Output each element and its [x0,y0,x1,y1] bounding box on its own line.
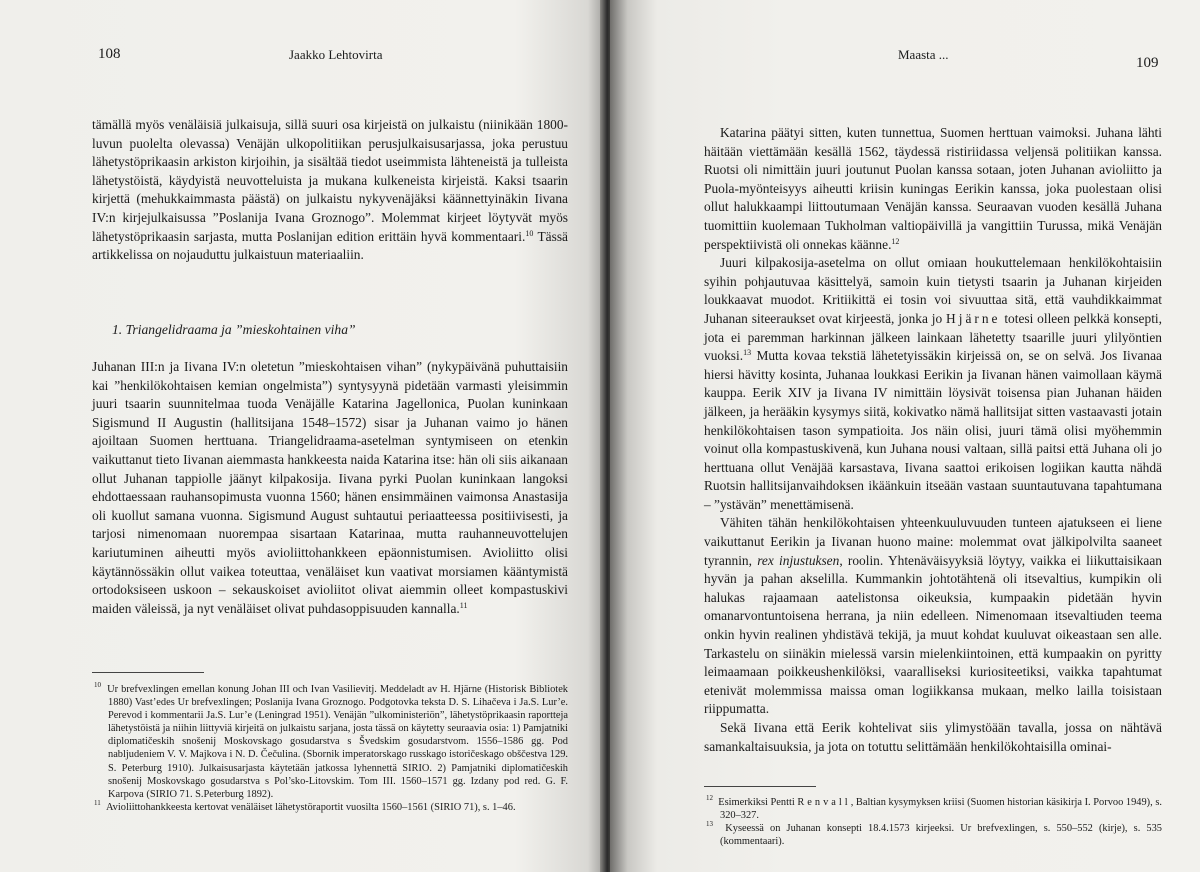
footnote-num-12: 12 [706,794,713,802]
footnote-ref-10[interactable]: 10 [525,228,534,238]
footnote-text-12a: Esimerkiksi Pentti [718,797,795,808]
section-heading: 1. Triangelidraama ja ”mieskohtainen viha” [112,322,356,337]
footnote-ref-11[interactable]: 11 [459,600,468,610]
footnote-text-12b: , Baltian kysymyksen kriisi (Suomen historian käsikirja I. Porvoo 1949), s. 320–327. [720,797,1162,822]
right-paragraph-2 [704,254,1162,514]
footnote-num-13: 13 [706,820,713,829]
section-paragraph [92,358,568,618]
footnote-num-11: 11 [94,798,101,807]
p2-text-b: totesi olleen pelkkä konsepti, jota ei paremman harkinnan jälkeen lainkaan lähetetty tsaarille juuri ylilyöntien vuoksi. [704,310,1162,364]
p1-text: Katarina päätyi sitten, kuten tunnettua, Suomen herttuan vaimoksi. Juhana lähti häitään viettämään kesällä 1562, täydessä ristiriidassa veljensä politiikan kanssa. Ruotsi oli nimittäin juuri joutunut Puolan kanssa sotaan, joten Juhanan avioliitto ja Puola-myönteisyys aiheutti kriisin kuningas Eerikin kanssa, joka puolestaan olisi ollut halukkaampi liittoutumaan Venäjän kanssa. Seuraavan vuoden kesällä Juhana tuomittiin kuolemaan Tukholman valtiopäivillä ja vangittiin Turussa, mikä Venäjän perspektiivistä oli onnekas käänne. [704,125,1162,252]
footnote-11 [94,798,568,814]
running-head-left: Jaakko Lehtovirta [289,47,383,62]
footnotes-right [706,796,1162,848]
footnote-num-10: 10 [94,681,101,689]
footnote-10 [94,681,568,801]
intro-text: tämällä myös venäläisiä julkaisuja, sillä suuri osa kirjeistä on julkaistu (niinikään 1800-luvun puolelta olevassa) Venäjän ulkopolitiikan perusjulkaisusarjassa, joka perustuu lähetystöprikaasin arkiston kirjoihin, ja sisältää tiedot useimmista lähteneistä ja tulleista lähetystöistä, käydyistä neuvotteluista ja mukana kulkeneista kirjeistä. Kaksi tsaarin kirjettä (mehukkaimmasta päästä) on julkaistu nykyvenäjäksi käännettyinäkin Iivana IV:n kirjejulkaisussa ”Poslanija Ivana Groznogo”. Molemmat kirjeet löytyvät myös lähetystöprikaasin sarjasta, mutta Poslanijan edition erittäin hyvä kommentaari. [92,117,568,244]
footnote-ref-13[interactable]: 13 [743,348,752,358]
page-number-left: 108 [98,46,121,62]
footnote-text-11: Avioliittohankkeesta kertovat venäläiset lähetystöraportit vuosilta 1560–1561 (SIRIO 71), s. 1–46. [105,801,516,813]
footnote-rule-left [92,672,204,673]
p3-text-b: , roolin. Yhtenäväisyyksiä löytyy, vaikka ei liikuttaisikaan hyvän ja pahan akselilla. Kummankin johtotähtenä oli itsevaltius, kumpikin oli halukas rajaamaan aatelistonsa oikeuksia, kumpaakin pidetään hyvin omanarvontuntoisena herrana, ja niin edelleen. Nimenomaan itsevaltiuden teema onkin hyvin realinen yhdistävä tekijä, ja muut kohdat kuuluvat oikeastaan sen alle. Tarkastelu on siinäkin mielessä varsin mielenkiintoinen, että kumpaakin on pyritty leimaamaan poikkeushenkilöksi, vaaralliseksi kuriositeetiksi, vaikka tapahtumat etenivät molemmissa maissa oman logiikkansa mukaan, melko lailla toisistaan riippumatta. [704,552,1162,717]
p3-text-a: Vähiten tähän henkilökohtaisen yhteenkuuluvuuden tunteen ajatukseen ei liene vaikuttanut Eerikin ja Iivanan huono maine: molemmat ovat jälkipolvilta saaneet tyrannin, [704,515,1162,568]
intro-paragraph [92,116,568,265]
right-paragraph-1 [704,124,1162,254]
running-head-right: Maasta ... [898,47,949,62]
footnote-text-10: Ur brefvexlingen emellan konung Johan III och Ivan Vasilievitj. Meddeladt av H. Hjärne (Historisk Bibliotek 1880) Vast’edes Ur brefvexlingen; Poslanija Ivana Groznogo. Podgotovka teksta D. S. Lihačeva i Ja.S. Lur’e. Perevod i kommentarii Ja.S. Lur’e (Leningrad 1951). Venäjän ”ulkoministeriön”, lähetystöprikaasin raportteja lähetystöistä ja niihin liittyviä kirjeitä on julkaistu sarjana, josta tässä on käytetty seuraavia osia: 1) Pamjatniki diplomatičeskih snošenij Moskovskago gosudarstva s Švedskim gosudarstvom. 1556–1586 gg. Pod nabljudeniem V. V. Majkova i N. D. Čečulina. (Sbornik imperatorskago russkago istoričeskago obščestva 129. S. Peterburg 1910). Julkaisusarjasta käytetään jatkossa lyhennettä SIRIO. 2) Pamjatniki diplomatičeskih snošenij Moskovskago gosudarstva s Pol’sko-Litovskim. Tom III. 1560–1571 gg. Izdany pod red. G. F. Karpova (SIRIO 71. S.Peterburg 1892). [107,684,568,800]
footnote-text-13: Kyseessä on Juhanan konsepti 18.4.1573 kirjeeksi. Ur brefvexlingen, s. 550–552 (kirje), s. 535 (kommentaari). [720,823,1163,848]
footnote-ref-12[interactable]: 12 [891,236,900,246]
footnote-12 [706,794,1162,822]
renvall-name: Renvall [797,797,851,808]
p2-text-a: Juuri kilpakosija-asetelma on ollut omiaan houkuttelemaan henkilökohtaisiin syihin pohjautuvaa käsittelyä, samoin kuin tietysti tsaarin ja Juhanan kirjeiden loukkaavat muodot. Kritiikittä ei tosin voi sivuuttaa sitä, että vauhdikkaimmat Juhanan siteeraukset ovat kirjeestä, jonka jo [704,255,1162,326]
right-paragraph-4 [704,719,1162,756]
section-text: Juhanan III:n ja Iivana IV:n oletetun ”mieskohtaisen vihan” (nykypäivänä puhuttaisiin kai ”henkilökohtaisen kemian ongelmista”) syntysyynä pidetään varmasti yleisimmin juuri tsaarin suunnitelmaa tuoda Venäjälle Katarina Jagellonica, Puolan kuninkaan Sigismund II Augustin (hallitsijana 1548–1572) sisar ja Juhanan vaimo jo hänen ajoiltaan Suomen herttuana. Triangelidraama-asetelman syntymiseen on etenkin vaikuttanut tieto Iivanan aiemmasta hankkeesta naida Katarina itse: hän oli siis aikanaan ollut Juhanan tappiolle jäänyt kilpakosija. Iivana pyrki Puolan kuninkaan langoksi ehdottaessaan rauhansopimusta vuonna 1560; hänen ensimmäinen vaimonsa Anastasija oli kuollut samana vuonna. Sigismund August suhtautui periaatteessa positiivisesti, ja tarjosi nimenomaan nuorempaa sisartaan Katarinaa, mutta rauhanneuvottelujen kariutuminen aiheutti myös avioliittohankkeen epäonnistumisen. Avioliitto olisi käytännössäkin ollut vaikea toteuttaa, venäläiset kun vaativat morsiamen kääntymistä ortodoksiseen uskoon – sekauskoiset avioliitot olivat aiemmin olleet kompastuskivi maiden väleissä, ja nyt venäläiset olivat puhdasoppisuuden kannalla. [92,359,568,616]
p4-text: Sekä Iivana että Eerik kohtelivat siis ylimystöään tavalla, jossa on nähtävä samankaltaisuuksia, ja jota on totuttu selittämään henkilökohtaisilla ominai- [704,720,1162,754]
footnote-rule-right [704,786,816,787]
intro-tail: Tässä artikkelissa on nojauduttu julkaistuun materiaaliin. [92,228,568,263]
footnotes-left [94,683,568,814]
right-page [610,0,1200,872]
p2-text-c: Mutta kovaa tekstiä lähetetyissäkin kirjeissä on, se on selvä. Jos Iivanaa hiersi hävitty kosinta, Juhanaa loukkasi Eerikin ja Iivanan hänen vaimollaan käymä kauppa. Eerik XIV ja Iivana IV nimittäin löysivät toisensa pian Juhanan häiden jälkeen, ja herääkin kysymys siitä, kokivatko nämä hallitsijat sitten vastaavasti jotain henkilökohtaisen tason sympatioita. Jos näin olisi, juuri tämä olisi myöhemmin voinut olla kompastuskivenä, kun Juhana nousi valtaan, sillä paitsi että Juhana oli jo herttuana ollut Venäjää karsastava, Iivana saattoi erikoisen logiikan kautta nähdä Ruotsin hallitsijanvaihdoksen ikäänkuin itseään vastaan suuntautuvana tapahtumana – ”ystävän” menettämisenä. [704,348,1162,512]
hjarne-name: Hjärne [946,310,1001,326]
rex-injustus-italic: rex injustuksen [757,552,840,568]
right-body [704,124,1162,756]
page-number-right: 109 [1136,55,1159,71]
right-paragraph-3 [704,514,1162,719]
footnote-13 [706,820,1163,848]
